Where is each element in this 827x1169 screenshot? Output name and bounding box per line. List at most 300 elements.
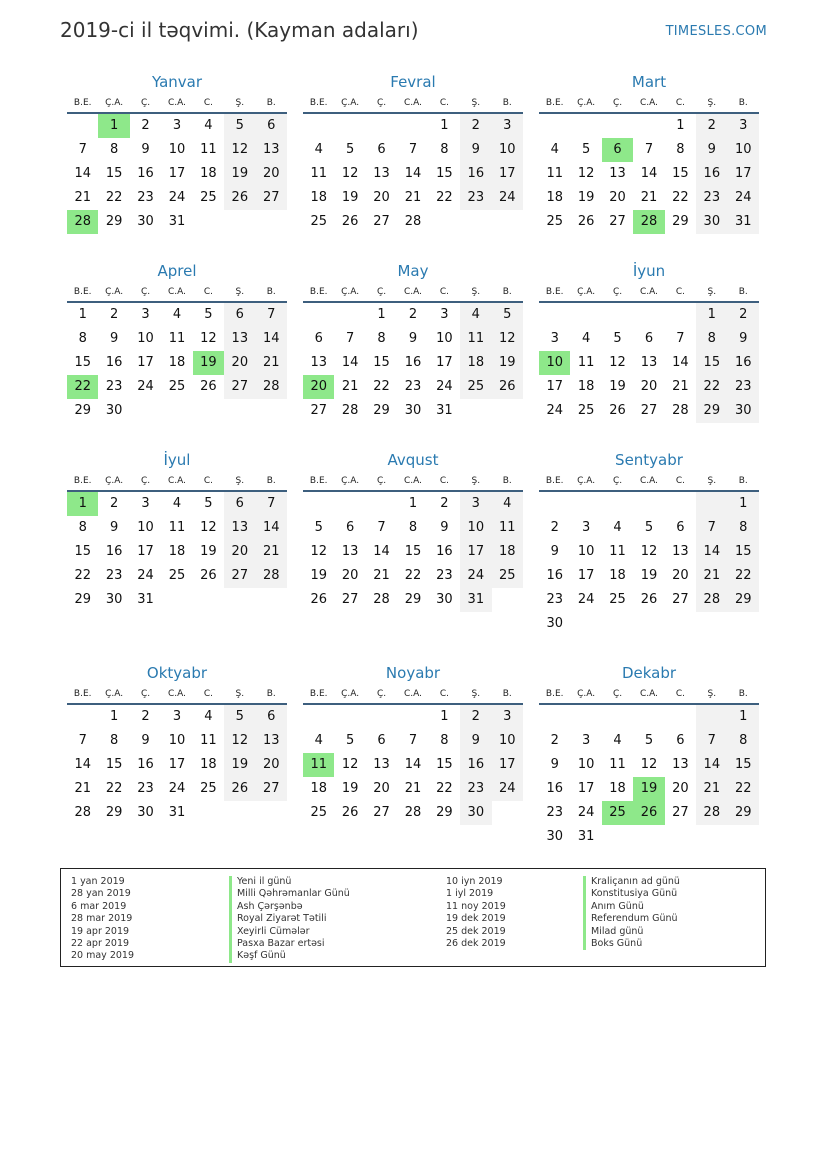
day-cell[interactable]: 27 <box>373 214 390 229</box>
day-cell[interactable]: 25 <box>168 568 186 583</box>
day-cell[interactable]: 22 <box>436 781 453 796</box>
day-cell[interactable]: 23 <box>105 568 123 583</box>
day-cell[interactable]: 15 <box>105 757 123 772</box>
day-cell[interactable]: 1 <box>78 307 87 322</box>
day-cell[interactable]: 22 <box>696 375 727 399</box>
day-cell[interactable]: 3 <box>581 733 591 748</box>
day-cell[interactable]: 6 <box>256 705 287 729</box>
day-cell[interactable]: 18 <box>460 351 491 375</box>
day-cell[interactable]: 27 <box>672 592 689 607</box>
day-cell[interactable]: 15 <box>74 544 91 559</box>
day-cell[interactable]: 10 <box>168 733 186 748</box>
day-cell[interactable]: 29 <box>74 592 91 607</box>
day-cell[interactable]: 8 <box>728 516 759 540</box>
day-cell[interactable]: 6 <box>377 142 386 157</box>
day-cell[interactable]: 8 <box>408 520 418 535</box>
day-cell[interactable]: 28 <box>373 592 390 607</box>
day-cell[interactable]: 20 <box>224 540 255 564</box>
day-cell[interactable]: 2 <box>141 118 150 133</box>
day-cell[interactable]: 20 <box>609 190 626 205</box>
day-cell[interactable]: 24 <box>728 186 759 210</box>
day-cell[interactable]: 18 <box>310 190 327 205</box>
day-cell[interactable]: 26 <box>224 186 255 210</box>
day-cell[interactable]: 28 <box>696 801 727 825</box>
day-cell[interactable]: 14 <box>696 540 727 564</box>
day-cell[interactable]: 28 <box>74 805 91 820</box>
day-cell[interactable]: 21 <box>404 190 422 205</box>
day-cell[interactable]: 12 <box>609 355 626 370</box>
day-cell[interactable]: 14 <box>74 166 91 181</box>
day-cell[interactable]: 22 <box>728 564 759 588</box>
day-cell[interactable]: 2 <box>440 496 449 511</box>
day-cell[interactable]: 14 <box>341 355 359 370</box>
day-cell[interactable]: 2 <box>109 307 119 322</box>
day-cell[interactable]: 7 <box>256 303 287 327</box>
day-cell[interactable]: 9 <box>109 331 119 346</box>
day-cell[interactable]: 11 <box>168 331 186 346</box>
day-cell[interactable]: 8 <box>676 142 685 157</box>
day-cell[interactable]: 4 <box>581 331 591 346</box>
day-cell[interactable]: 12 <box>640 544 658 559</box>
day-cell[interactable]: 29 <box>436 805 453 820</box>
day-cell[interactable]: 3 <box>492 114 523 138</box>
day-cell[interactable]: 1 <box>408 496 418 511</box>
day-cell[interactable]: 9 <box>460 138 491 162</box>
day-cell[interactable]: 19 <box>492 351 523 375</box>
day-cell[interactable]: 18 <box>168 544 186 559</box>
day-cell[interactable]: 18 <box>492 540 523 564</box>
day-cell[interactable]: 6 <box>676 733 685 748</box>
day-cell[interactable]: 16 <box>436 544 453 559</box>
day-cell[interactable]: 7 <box>696 516 727 540</box>
day-cell[interactable]: 21 <box>640 190 658 205</box>
day-cell[interactable]: 2 <box>141 709 150 724</box>
day-cell[interactable]: 17 <box>460 540 491 564</box>
day-cell[interactable]: 17 <box>728 162 759 186</box>
day-cell[interactable]: 6 <box>224 303 255 327</box>
day-cell[interactable]: 23 <box>105 379 123 394</box>
day-cell[interactable]: 30 <box>105 592 123 607</box>
day-cell[interactable]: 25 <box>200 781 217 796</box>
day-cell[interactable]: 22 <box>105 781 123 796</box>
day-cell[interactable]: 28 <box>404 805 422 820</box>
day-cell[interactable]: 21 <box>373 568 390 583</box>
day-cell[interactable]: 24 <box>577 805 595 820</box>
day-cell[interactable]: 20 <box>640 379 658 394</box>
day-cell[interactable]: 29 <box>728 801 759 825</box>
day-cell[interactable]: 26 <box>577 214 595 229</box>
day-cell[interactable]: 6 <box>676 520 685 535</box>
day-cell[interactable]: 5 <box>224 114 255 138</box>
day-cell[interactable]: 7 <box>256 492 287 516</box>
day-cell[interactable]: 31 <box>460 588 491 612</box>
day-cell[interactable]: 21 <box>672 379 689 394</box>
day-cell[interactable]: 14 <box>256 516 287 540</box>
day-cell[interactable]: 13 <box>256 729 287 753</box>
day-cell[interactable]: 19 <box>577 190 595 205</box>
day-cell[interactable]: 4 <box>613 733 622 748</box>
day-cell[interactable]: 22 <box>672 190 689 205</box>
day-cell[interactable]: 29 <box>404 592 422 607</box>
day-cell[interactable]: 24 <box>577 592 595 607</box>
day-cell[interactable]: 6 <box>256 114 287 138</box>
day-cell[interactable]: 10 <box>492 138 523 162</box>
day-cell[interactable]: 23 <box>696 186 727 210</box>
day-cell[interactable]: 21 <box>74 781 91 796</box>
day-cell[interactable]: 16 <box>137 166 154 181</box>
day-cell[interactable]: 16 <box>105 544 123 559</box>
holiday-day-cell[interactable]: 28 <box>633 210 664 234</box>
day-cell[interactable]: 23 <box>137 190 154 205</box>
day-cell[interactable]: 30 <box>137 214 154 229</box>
day-cell[interactable]: 26 <box>341 214 359 229</box>
day-cell[interactable]: 18 <box>310 781 327 796</box>
day-cell[interactable]: 12 <box>200 331 217 346</box>
day-cell[interactable]: 30 <box>436 592 453 607</box>
day-cell[interactable]: 22 <box>728 777 759 801</box>
day-cell[interactable]: 2 <box>109 496 119 511</box>
day-cell[interactable]: 3 <box>728 114 759 138</box>
day-cell[interactable]: 29 <box>696 399 727 423</box>
day-cell[interactable]: 3 <box>550 331 559 346</box>
day-cell[interactable]: 17 <box>492 162 523 186</box>
day-cell[interactable]: 8 <box>440 142 449 157</box>
day-cell[interactable]: 12 <box>224 138 255 162</box>
day-cell[interactable]: 22 <box>373 379 390 394</box>
day-cell[interactable]: 21 <box>74 190 91 205</box>
day-cell[interactable]: 15 <box>728 540 759 564</box>
day-cell[interactable]: 13 <box>609 166 626 181</box>
day-cell[interactable]: 12 <box>310 544 327 559</box>
day-cell[interactable]: 22 <box>404 568 422 583</box>
day-cell[interactable]: 30 <box>404 403 422 418</box>
day-cell[interactable]: 15 <box>105 166 123 181</box>
day-cell[interactable]: 8 <box>696 327 727 351</box>
day-cell[interactable]: 28 <box>672 403 689 418</box>
day-cell[interactable]: 25 <box>609 592 626 607</box>
day-cell[interactable]: 2 <box>460 705 491 729</box>
day-cell[interactable]: 20 <box>373 781 390 796</box>
day-cell[interactable]: 10 <box>436 331 453 346</box>
day-cell[interactable]: 19 <box>640 568 658 583</box>
day-cell[interactable]: 29 <box>74 403 91 418</box>
day-cell[interactable]: 13 <box>341 544 359 559</box>
day-cell[interactable]: 16 <box>728 351 759 375</box>
day-cell[interactable]: 3 <box>141 496 150 511</box>
day-cell[interactable]: 26 <box>200 379 217 394</box>
holiday-day-cell[interactable]: 1 <box>67 492 98 516</box>
day-cell[interactable]: 1 <box>440 709 449 724</box>
day-cell[interactable]: 27 <box>256 186 287 210</box>
day-cell[interactable]: 14 <box>404 166 422 181</box>
day-cell[interactable]: 26 <box>200 568 217 583</box>
day-cell[interactable]: 7 <box>78 733 87 748</box>
day-cell[interactable]: 27 <box>256 777 287 801</box>
day-cell[interactable]: 25 <box>168 379 186 394</box>
day-cell[interactable]: 29 <box>728 588 759 612</box>
day-cell[interactable]: 8 <box>109 733 119 748</box>
day-cell[interactable]: 12 <box>341 757 359 772</box>
day-cell[interactable]: 24 <box>460 564 491 588</box>
day-cell[interactable]: 2 <box>728 303 759 327</box>
day-cell[interactable]: 27 <box>640 403 658 418</box>
day-cell[interactable]: 4 <box>314 142 323 157</box>
day-cell[interactable]: 8 <box>440 733 449 748</box>
day-cell[interactable]: 7 <box>408 733 418 748</box>
day-cell[interactable]: 3 <box>172 118 182 133</box>
day-cell[interactable]: 9 <box>550 757 559 772</box>
day-cell[interactable]: 9 <box>460 729 491 753</box>
day-cell[interactable]: 9 <box>440 520 449 535</box>
day-cell[interactable]: 6 <box>314 331 323 346</box>
day-cell[interactable]: 13 <box>224 516 255 540</box>
day-cell[interactable]: 5 <box>314 520 323 535</box>
day-cell[interactable]: 2 <box>408 307 418 322</box>
day-cell[interactable]: 5 <box>204 307 213 322</box>
day-cell[interactable]: 7 <box>408 142 418 157</box>
holiday-day-cell[interactable]: 22 <box>67 375 98 399</box>
day-cell[interactable]: 31 <box>728 210 759 234</box>
day-cell[interactable]: 5 <box>345 733 355 748</box>
day-cell[interactable]: 30 <box>137 805 154 820</box>
day-cell[interactable]: 24 <box>546 403 563 418</box>
day-cell[interactable]: 4 <box>460 303 491 327</box>
day-cell[interactable]: 11 <box>492 516 523 540</box>
day-cell[interactable]: 26 <box>341 805 359 820</box>
day-cell[interactable]: 24 <box>168 781 186 796</box>
day-cell[interactable]: 27 <box>310 403 327 418</box>
day-cell[interactable]: 1 <box>728 705 759 729</box>
day-cell[interactable]: 31 <box>137 592 154 607</box>
day-cell[interactable]: 4 <box>613 520 622 535</box>
day-cell[interactable]: 14 <box>74 757 91 772</box>
day-cell[interactable]: 16 <box>696 162 727 186</box>
day-cell[interactable]: 20 <box>224 351 255 375</box>
day-cell[interactable]: 7 <box>377 520 386 535</box>
day-cell[interactable]: 16 <box>105 355 123 370</box>
day-cell[interactable]: 23 <box>137 781 154 796</box>
day-cell[interactable]: 10 <box>460 516 491 540</box>
day-cell[interactable]: 15 <box>373 355 390 370</box>
day-cell[interactable]: 26 <box>609 403 626 418</box>
day-cell[interactable]: 25 <box>310 214 327 229</box>
day-cell[interactable]: 31 <box>577 829 595 844</box>
site-logo-text[interactable]: TIMESLES.COM <box>665 24 767 39</box>
day-cell[interactable]: 17 <box>577 568 595 583</box>
day-cell[interactable]: 23 <box>404 379 422 394</box>
day-cell[interactable]: 14 <box>404 757 422 772</box>
day-cell[interactable]: 22 <box>105 190 123 205</box>
day-cell[interactable]: 26 <box>224 777 255 801</box>
day-cell[interactable]: 11 <box>310 166 327 181</box>
day-cell[interactable]: 6 <box>377 733 386 748</box>
day-cell[interactable]: 4 <box>204 118 213 133</box>
day-cell[interactable]: 24 <box>492 777 523 801</box>
day-cell[interactable]: 9 <box>550 544 559 559</box>
day-cell[interactable]: 29 <box>105 805 123 820</box>
day-cell[interactable]: 27 <box>373 805 390 820</box>
day-cell[interactable]: 1 <box>440 118 449 133</box>
day-cell[interactable]: 27 <box>224 375 255 399</box>
day-cell[interactable]: 13 <box>224 327 255 351</box>
day-cell[interactable]: 5 <box>581 142 591 157</box>
day-cell[interactable]: 19 <box>310 568 327 583</box>
day-cell[interactable]: 25 <box>546 214 563 229</box>
day-cell[interactable]: 2 <box>550 733 559 748</box>
day-cell[interactable]: 8 <box>728 729 759 753</box>
day-cell[interactable]: 17 <box>168 757 186 772</box>
day-cell[interactable]: 17 <box>546 379 563 394</box>
day-cell[interactable]: 24 <box>137 379 154 394</box>
day-cell[interactable]: 1 <box>728 492 759 516</box>
day-cell[interactable]: 15 <box>404 544 422 559</box>
day-cell[interactable]: 12 <box>640 757 658 772</box>
day-cell[interactable]: 24 <box>137 568 154 583</box>
day-cell[interactable]: 7 <box>676 331 685 346</box>
day-cell[interactable]: 14 <box>696 753 727 777</box>
day-cell[interactable]: 11 <box>200 142 217 157</box>
day-cell[interactable]: 23 <box>546 805 563 820</box>
day-cell[interactable]: 10 <box>492 729 523 753</box>
holiday-day-cell[interactable]: 11 <box>303 753 334 777</box>
day-cell[interactable]: 18 <box>577 379 595 394</box>
day-cell[interactable]: 17 <box>436 355 453 370</box>
day-cell[interactable]: 11 <box>460 327 491 351</box>
day-cell[interactable]: 31 <box>436 403 453 418</box>
day-cell[interactable]: 13 <box>672 544 689 559</box>
day-cell[interactable]: 13 <box>640 355 658 370</box>
day-cell[interactable]: 2 <box>696 114 727 138</box>
day-cell[interactable]: 18 <box>609 568 626 583</box>
day-cell[interactable]: 19 <box>609 379 626 394</box>
day-cell[interactable]: 4 <box>550 142 559 157</box>
day-cell[interactable]: 15 <box>728 753 759 777</box>
day-cell[interactable]: 27 <box>609 214 626 229</box>
day-cell[interactable]: 30 <box>696 210 727 234</box>
day-cell[interactable]: 6 <box>345 520 355 535</box>
day-cell[interactable]: 13 <box>373 166 390 181</box>
day-cell[interactable]: 13 <box>310 355 327 370</box>
day-cell[interactable]: 3 <box>460 492 491 516</box>
day-cell[interactable]: 29 <box>105 214 123 229</box>
day-cell[interactable]: 24 <box>436 379 453 394</box>
day-cell[interactable]: 4 <box>204 709 213 724</box>
day-cell[interactable]: 7 <box>345 331 355 346</box>
day-cell[interactable]: 12 <box>341 166 359 181</box>
day-cell[interactable]: 14 <box>256 327 287 351</box>
day-cell[interactable]: 18 <box>168 355 186 370</box>
day-cell[interactable]: 15 <box>436 757 453 772</box>
day-cell[interactable]: 28 <box>256 564 287 588</box>
day-cell[interactable]: 20 <box>373 190 390 205</box>
day-cell[interactable]: 18 <box>546 190 563 205</box>
holiday-day-cell[interactable]: 26 <box>633 801 664 825</box>
day-cell[interactable]: 26 <box>492 375 523 399</box>
day-cell[interactable]: 25 <box>200 190 217 205</box>
day-cell[interactable]: 20 <box>256 753 287 777</box>
day-cell[interactable]: 12 <box>200 520 217 535</box>
day-cell[interactable]: 5 <box>644 733 654 748</box>
day-cell[interactable]: 2 <box>460 114 491 138</box>
day-cell[interactable]: 5 <box>345 142 355 157</box>
day-cell[interactable]: 26 <box>310 592 327 607</box>
day-cell[interactable]: 3 <box>172 709 182 724</box>
day-cell[interactable]: 21 <box>256 540 287 564</box>
holiday-day-cell[interactable]: 19 <box>633 777 664 801</box>
day-cell[interactable]: 16 <box>460 753 491 777</box>
day-cell[interactable]: 31 <box>168 805 186 820</box>
day-cell[interactable]: 30 <box>728 399 759 423</box>
day-cell[interactable]: 30 <box>460 801 491 825</box>
day-cell[interactable]: 19 <box>341 781 359 796</box>
day-cell[interactable]: 18 <box>200 757 217 772</box>
day-cell[interactable]: 5 <box>492 303 523 327</box>
day-cell[interactable]: 30 <box>546 829 563 844</box>
day-cell[interactable]: 4 <box>314 733 323 748</box>
day-cell[interactable]: 11 <box>609 544 626 559</box>
day-cell[interactable]: 10 <box>168 142 186 157</box>
day-cell[interactable]: 9 <box>141 142 150 157</box>
day-cell[interactable]: 15 <box>74 355 91 370</box>
day-cell[interactable]: 29 <box>672 214 689 229</box>
day-cell[interactable]: 21 <box>341 379 359 394</box>
day-cell[interactable]: 3 <box>141 307 150 322</box>
day-cell[interactable]: 25 <box>460 375 491 399</box>
day-cell[interactable]: 28 <box>256 375 287 399</box>
day-cell[interactable]: 4 <box>172 307 182 322</box>
day-cell[interactable]: 17 <box>492 753 523 777</box>
day-cell[interactable]: 10 <box>137 520 154 535</box>
day-cell[interactable]: 6 <box>224 492 255 516</box>
day-cell[interactable]: 11 <box>609 757 626 772</box>
day-cell[interactable]: 3 <box>581 520 591 535</box>
day-cell[interactable]: 30 <box>546 616 563 631</box>
day-cell[interactable]: 22 <box>74 568 91 583</box>
day-cell[interactable]: 28 <box>341 403 359 418</box>
day-cell[interactable]: 19 <box>341 190 359 205</box>
day-cell[interactable]: 21 <box>256 351 287 375</box>
day-cell[interactable]: 9 <box>408 331 418 346</box>
day-cell[interactable]: 23 <box>546 592 563 607</box>
day-cell[interactable]: 16 <box>137 757 154 772</box>
day-cell[interactable]: 20 <box>341 568 359 583</box>
day-cell[interactable]: 7 <box>644 142 654 157</box>
day-cell[interactable]: 16 <box>546 781 563 796</box>
day-cell[interactable]: 14 <box>373 544 390 559</box>
day-cell[interactable]: 19 <box>224 753 255 777</box>
day-cell[interactable]: 9 <box>109 520 119 535</box>
day-cell[interactable]: 14 <box>640 166 658 181</box>
day-cell[interactable]: 29 <box>373 403 390 418</box>
day-cell[interactable]: 19 <box>200 544 217 559</box>
day-cell[interactable]: 12 <box>577 166 595 181</box>
day-cell[interactable]: 23 <box>728 375 759 399</box>
day-cell[interactable]: 25 <box>577 403 595 418</box>
day-cell[interactable]: 15 <box>696 351 727 375</box>
day-cell[interactable]: 24 <box>168 190 186 205</box>
day-cell[interactable]: 1 <box>377 307 386 322</box>
day-cell[interactable]: 17 <box>168 166 186 181</box>
day-cell[interactable]: 20 <box>672 568 689 583</box>
day-cell[interactable]: 11 <box>168 520 186 535</box>
day-cell[interactable]: 7 <box>696 729 727 753</box>
day-cell[interactable]: 9 <box>141 733 150 748</box>
day-cell[interactable]: 9 <box>696 138 727 162</box>
holiday-day-cell[interactable]: 6 <box>602 138 633 162</box>
day-cell[interactable]: 31 <box>168 214 186 229</box>
day-cell[interactable]: 15 <box>672 166 689 181</box>
day-cell[interactable]: 17 <box>577 781 595 796</box>
